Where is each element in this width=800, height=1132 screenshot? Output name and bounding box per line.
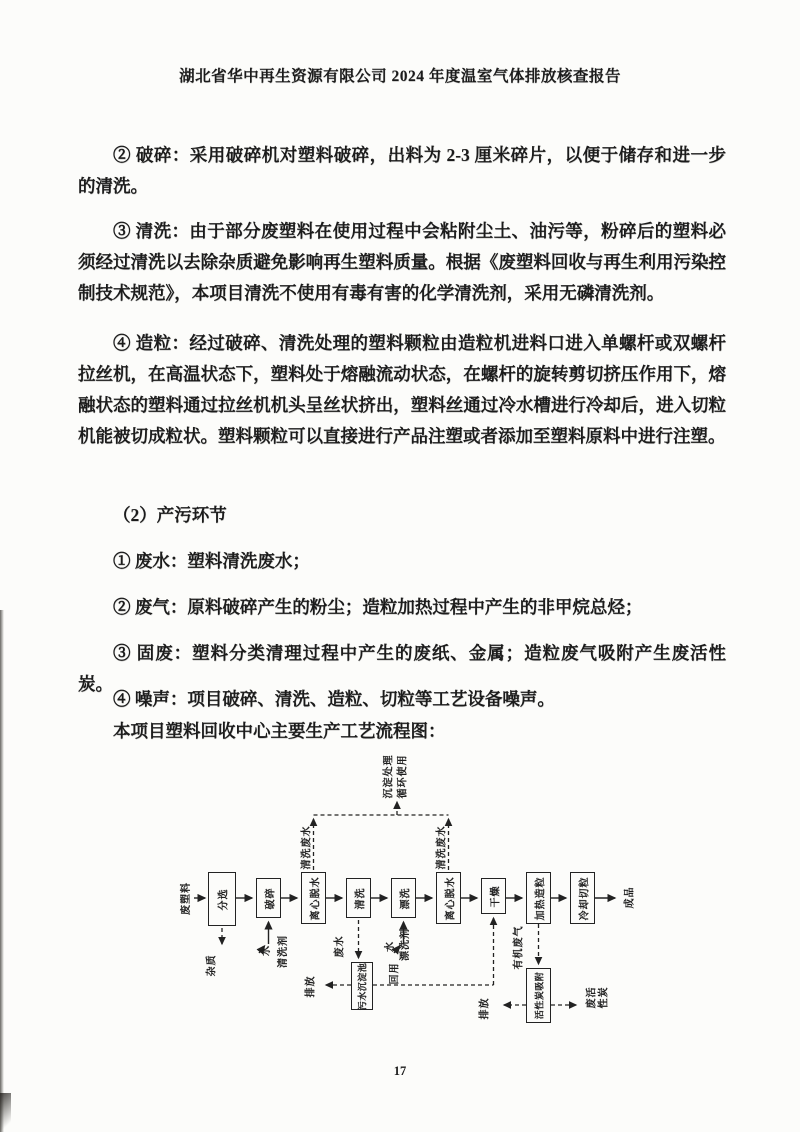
- flow-label-reuse: 回用: [389, 962, 400, 984]
- paragraph-washing: ③ 清洗：由于部分废塑料在使用过程中会粘附尘土、油污等，粉碎后的塑料必须经过清洗以去除杂质避免影响再生塑料质量。根据《废塑料回收与再生利用污染控制技术规范》，本项目清洗不使用有毒有害的化学清洗剂，采用无磷清洗剂。: [78, 221, 726, 303]
- flow-box-pelletizing: [526, 872, 551, 924]
- process-flowchart: [150, 752, 670, 1052]
- flow-box-crushing-label: 破碎: [265, 887, 276, 909]
- document-title: 湖北省华中再生资源有限公司 2024 年度温室气体排放核查报告: [179, 68, 621, 85]
- list-item-waste-gas: ② 废气：原料破碎产生的粉尘；造粒加热过程中产生的非甲烷总烃；: [113, 597, 643, 617]
- flow-label-discharge-2: 排放: [479, 997, 491, 1019]
- flow-label-recycle-reuse: 循环使用: [397, 754, 408, 798]
- flow-box-crushing: [256, 878, 281, 918]
- flow-label-waste-carbon-col2: 性炭: [598, 986, 610, 1008]
- flow-box-dewater-1-label: 离心脱水: [310, 876, 321, 920]
- flow-label-output: 成品: [624, 886, 636, 908]
- list-item-noise: ④ 噪声：项目破碎、清洗、造粒、切粒等工艺设备噪声。: [113, 689, 555, 709]
- page-number: 17: [393, 1064, 407, 1078]
- scan-edge-artifact: [0, 610, 4, 1132]
- flow-label-water-2: 水: [384, 940, 396, 952]
- flow-label-waste-carbon-col1: 废活: [586, 986, 598, 1008]
- flow-label-input: 废塑料: [180, 881, 192, 915]
- flow-box-cutting-label: 冷却切粒: [579, 876, 590, 920]
- flow-label-impurities: 杂质: [206, 954, 218, 976]
- flow-box-dewater-1: [301, 872, 326, 924]
- flow-box-pelletizing-label: 加热造粒: [535, 876, 546, 920]
- flow-box-sorting: [208, 872, 236, 926]
- flow-box-drying: [481, 878, 506, 914]
- list-item-solid-waste: ③ 固废：塑料分类清理过程中产生的废纸、金属；造粒废气吸附产生废活性炭。: [78, 643, 726, 694]
- flow-label-rinse-agent: 漂洗剂: [400, 927, 411, 961]
- flow-box-sediment-tank-label: 污水沉淀池: [357, 962, 368, 1010]
- paragraph-pelletizing: ④ 造粒：经过破碎、清洗处理的塑料颗粒由造粒机进料口进入单螺杆或双螺杆拉丝机，在高温状态下，塑料处于熔融流动状态，在螺杆的旋转剪切挤压作用下，熔融状态的塑料通过拉丝机机头呈丝状挤出，塑料丝通过冷水槽进行冷却后，进入切粒机能被切成粒状。塑料颗粒可以直接进行产品注塑或者添加至塑料原料中进行注塑。: [78, 333, 726, 446]
- flow-label-recycle-treatment: 沉淀处理: [383, 754, 394, 798]
- list-item-wastewater: ① 废水：塑料清洗废水；: [113, 551, 310, 571]
- flow-label-discharge-1: 排放: [305, 975, 317, 997]
- flow-label-water-1: 水: [260, 944, 272, 956]
- flow-label-wastewater: 废水: [334, 935, 346, 957]
- flow-box-rinsing: [391, 878, 416, 918]
- flow-label-wash-wastewater-2: 清洗废水: [436, 825, 447, 869]
- flow-box-dewater-2: [436, 872, 461, 924]
- flow-box-sediment-tank: [351, 962, 373, 1010]
- flow-box-washing: [346, 878, 371, 918]
- flow-box-sorting-label: 分选: [218, 888, 230, 910]
- flow-label-wash-wastewater-1: 清洗废水: [301, 825, 312, 869]
- flow-box-drying-label: 干燥: [490, 885, 501, 907]
- flow-label-detergent: 清洗剂: [277, 934, 289, 968]
- section-heading-pollution: （2）产污环节: [113, 505, 227, 525]
- scan-corner-artifact: [0, 1093, 11, 1132]
- flow-box-washing-label: 清洗: [355, 887, 366, 909]
- paragraph-crushing: ② 破碎：采用破碎机对塑料破碎，出料为 2-3 厘米碎片，以便于储存和进一步的清洗。: [78, 145, 726, 196]
- flow-box-carbon-adsorption: [526, 968, 551, 1023]
- flow-box-carbon-adsorption-label: 活性炭吸附: [534, 971, 545, 1020]
- flowchart-caption: 本项目塑料回收中心主要生产工艺流程图：: [113, 721, 446, 741]
- flow-box-cutting: [570, 872, 595, 924]
- flow-box-dewater-2-label: 离心脱水: [445, 876, 456, 920]
- flow-box-rinsing-label: 漂洗: [400, 887, 411, 909]
- flow-label-organic-gas: 有机废气: [513, 925, 524, 969]
